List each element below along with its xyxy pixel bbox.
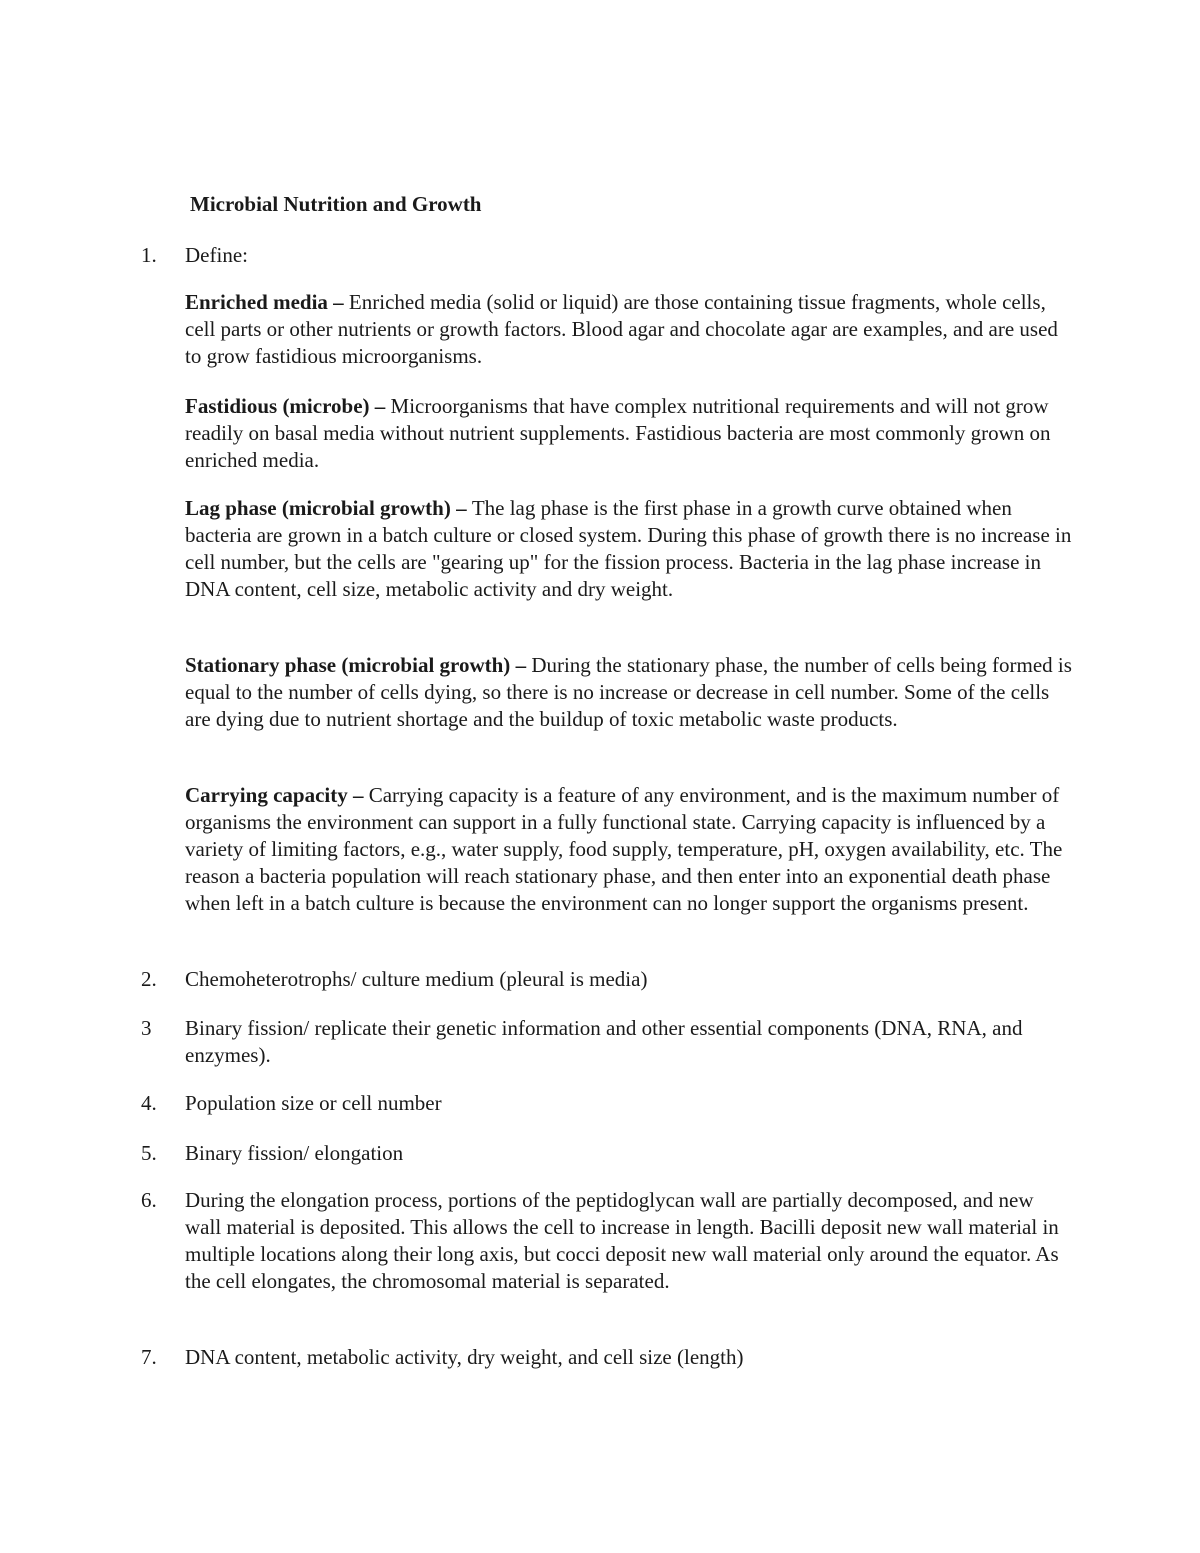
list-item-number: 6. [141, 1188, 157, 1212]
document-title: Microbial Nutrition and Growth [190, 192, 482, 216]
list-item-text: Define: [185, 243, 248, 267]
list-item [141, 1015, 1071, 1069]
definition-text: Enriched media (solid or liquid) are those containing tissue fragments, whole cells, cell parts or other nutrients or growth factors. Blood agar and chocolate agar are examples, and are used to grow fastidious microorganisms. [185, 290, 1058, 368]
list-item-text: During the elongation process, portions of the peptidoglycan wall are partially decomposed, and new wall material is deposited. This allows the cell to increase in length. Bacilli deposit new wall material in multiple locations along their long axis, but cocci deposit new wall material only around the equator. As the cell elongates, the chromosomal material is separated. [185, 1188, 1059, 1293]
list-item-text: Binary fission/ elongation [185, 1141, 404, 1165]
definition-carrying-capacity [185, 782, 1075, 917]
list-item [141, 1140, 1071, 1167]
definition-term: Lag phase (microbial growth) [185, 496, 451, 520]
list-item-text: Chemoheterotrophs/ culture medium (pleural is media) [185, 967, 648, 991]
list-item-text: Binary fission/ replicate their genetic information and other essential components (DNA, RNA, and enzymes). [185, 1016, 1023, 1067]
list-item-number: 1. [141, 243, 157, 267]
list-item-text: DNA content, metabolic activity, dry weight, and cell size (length) [185, 1345, 744, 1369]
list-item-number: 3 [141, 1016, 152, 1040]
list-item [141, 242, 1071, 269]
definition-term: Enriched media [185, 290, 328, 314]
definition-text: Microorganisms that have complex nutritional requirements and will not grow readily on basal media without nutrient supplements. Fastidious bacteria are most commonly grown on enriched media. [185, 394, 1051, 472]
definition-fastidious [185, 393, 1075, 474]
definition-lag-phase [185, 495, 1075, 603]
definition-separator: – [450, 496, 472, 520]
definition-enriched-media [185, 289, 1075, 370]
definition-text: The lag phase is the first phase in a growth curve obtained when bacteria are grown in a batch culture or closed system. During this phase of growth there is no increase in cell number, but the cells are "gearing up" for the fission process. Bacteria in the lag phase increase in DNA content, cell size, metabolic activity and dry weight. [185, 496, 1072, 601]
definition-term: Carrying capacity [185, 783, 348, 807]
list-item [141, 966, 1071, 993]
definition-separator: – [347, 783, 369, 807]
definition-separator: – [369, 394, 391, 418]
list-item [141, 1090, 1071, 1117]
definition-separator: – [510, 653, 532, 677]
list-item-number: 4. [141, 1091, 157, 1115]
list-item-text: Population size or cell number [185, 1091, 442, 1115]
definition-term: Stationary phase (microbial growth) [185, 653, 511, 677]
list-item-number: 5. [141, 1141, 157, 1165]
definition-term: Fastidious (microbe) [185, 394, 370, 418]
definition-stationary-phase [185, 652, 1075, 733]
definition-text: Carrying capacity is a feature of any environment, and is the maximum number of organisms the environment can support in a fully functional state. Carrying capacity is influenced by a variety of limiting factors, e.g., water supply, food supply, temperature, pH, oxygen availability, etc. The reason a bacteria population will reach stationary phase, and then enter into an exponential death phase when left in a batch culture is because the environment can no longer support the organisms present. [185, 783, 1063, 915]
list-item-number: 7. [141, 1345, 157, 1369]
list-item [141, 1344, 1071, 1371]
definition-text: During the stationary phase, the number of cells being formed is equal to the number of cells dying, so there is no increase or decrease in cell number. Some of the cells are dying due to nutrient shortage and the buildup of toxic metabolic waste products. [185, 653, 1072, 731]
list-item [141, 1187, 1071, 1295]
list-item-number: 2. [141, 967, 157, 991]
definition-separator: – [327, 290, 349, 314]
